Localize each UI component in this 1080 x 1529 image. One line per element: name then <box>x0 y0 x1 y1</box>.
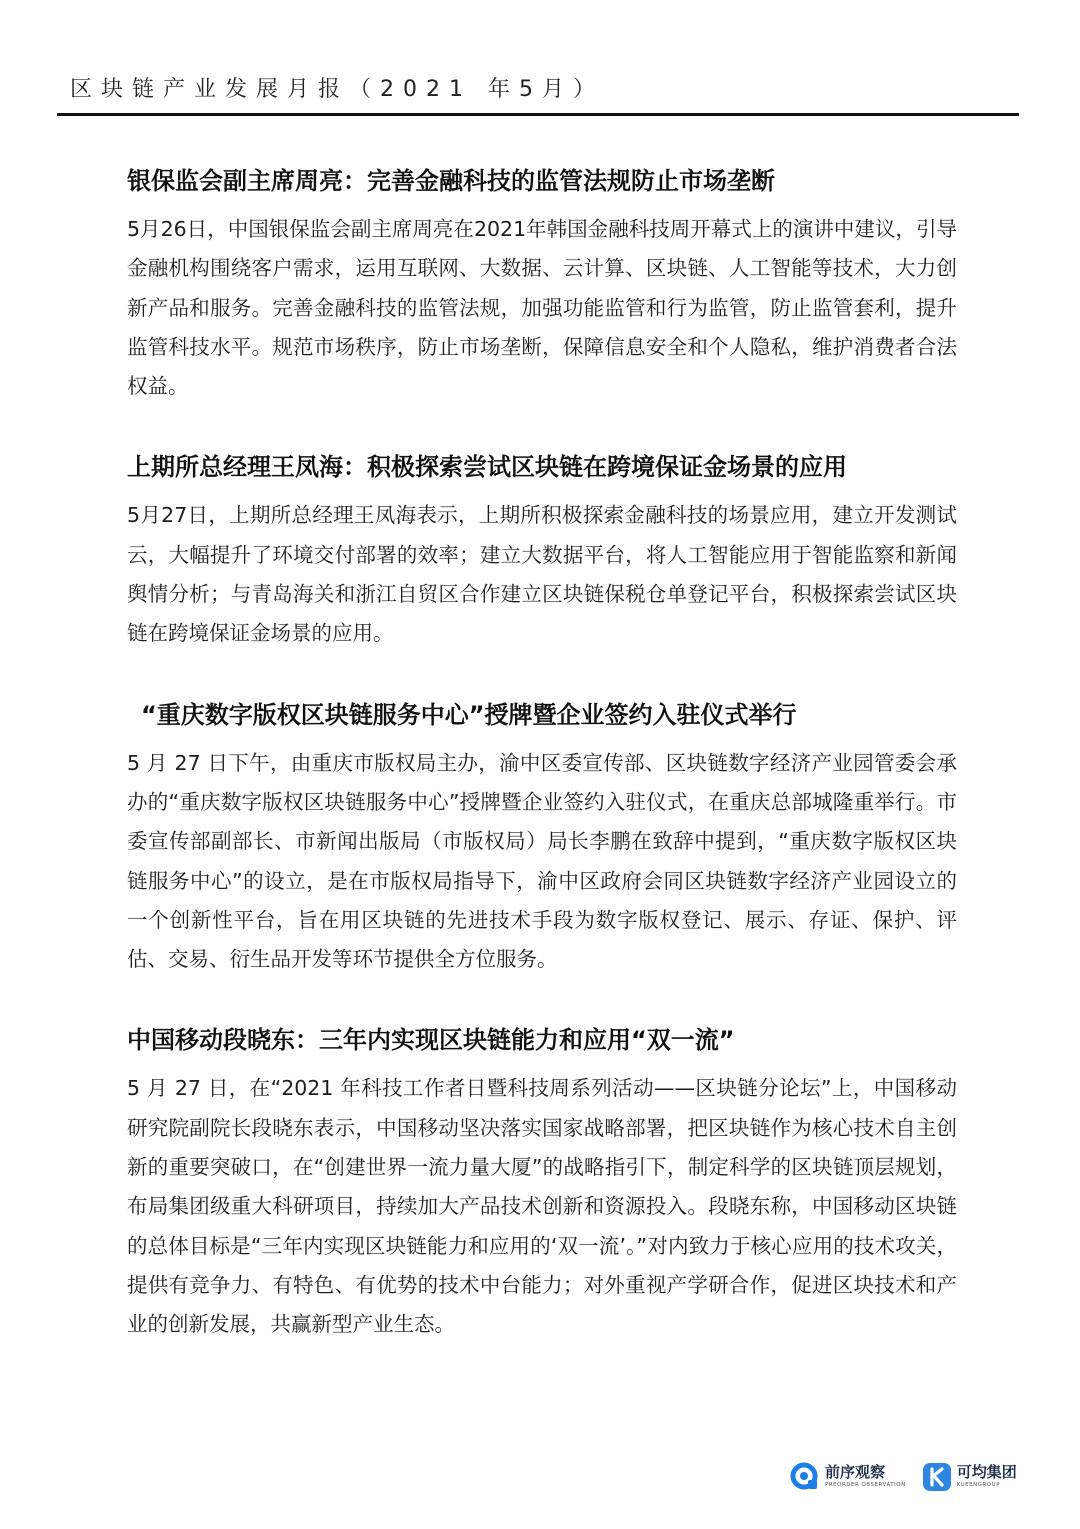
article-2 <box>127 446 957 653</box>
q-logo-icon <box>790 1462 820 1492</box>
article-title: “重庆数字版权区块链服务中心”授牌暨企业签约入驻仪式举行 <box>141 700 797 729</box>
article-body: 5月26日，中国银保监会副主席周亮在2021年韩国金融科技周开幕式上的演讲中建议，引导金融机构围绕客户需求，运用互联网、大数据、云计算、区块链、人工智能等技术，大力创新产品和服务。完善金融科技的监管法规，加强功能监管和行为监管，防止监管套利，提升监管科技水平。规范市场秩序，防止市场垄断，保障信息安全和个人隐私，维护消费者合法权益。 <box>127 217 957 399</box>
brand-subtitle: KUEENGROUP <box>956 1482 1001 1489</box>
article-title: 银保监会副主席周亮：完善金融科技的监管法规防止市场垄断 <box>127 167 775 195</box>
k-logo-icon <box>922 1462 952 1492</box>
article-body: 5月27日，上期所总经理王凤海表示，上期所积极探索金融科技的场景应用，建立开发测试云，大幅提升了环境交付部署的效率；建立大数据平台，将人工智能应用于智能监察和新闻舆情分析；与青岛海关和浙江自贸区合作建立区块链保税仓单登记平台，积极探索尝试区块链在跨境保证金场景的应用。 <box>127 503 957 646</box>
article-title: 中国移动段晓东：三年内实现区块链能力和应用“双一流” <box>127 1026 735 1055</box>
brand-name: 可均集团 <box>956 1463 1017 1482</box>
brand-preorder <box>790 1462 906 1492</box>
article-body: 5 月 27 日，在“2021 年科技工作者日暨科技周系列活动——区块链分论坛”上，中国移动研究院副院长段晓东表示，中国移动坚决落实国家战略部署，把区块链作为核心技术自主创新的重要突破口，在“创建世界一流力量大厦”的战略指引下，制定科学的区块链顶层规划，布局集团级重大科研项目，持续加大产品技术创新和资源投入。段晓东称，中国移动区块链的总体目标是“三年内实现区块链能力和应用的‘双一流’。”对内致力于核心应用的技术攻关，提供有竞争力、有特色、有优势的技术中台能力；对外重视产学研合作，促进区块技术和产业的创新发展，共赢新型产业生态。 <box>127 1076 957 1337</box>
article-list <box>127 160 957 1385</box>
brand-kueen <box>922 1462 1017 1492</box>
article-4 <box>127 1019 957 1344</box>
brand-name: 前序观察 <box>825 1463 886 1482</box>
report-header-title: 区块链产业发展月报（2021 年5月） <box>70 77 604 102</box>
article-body: 5 月 27 日下午，由重庆市版权局主办，渝中区委宣传部、区块链数字经济产业园管委会承办的“重庆数字版权区块链服务中心”授牌暨企业签约入驻仪式，在重庆总部城隆重举行。市委宣传部副部长、市新闻出版局（市版权局）局长李鹏在致辞中提到，“重庆数字版权区块链服务中心”的设立，是在市版权局指导下，渝中区政府会同区块链数字经济产业园设立的一个创新性平台，旨在用区块链的先进技术手段为数字版权登记、展示、存证、保护、评估、交易、衍生品开发等环节提供全方位服务。 <box>127 750 957 972</box>
footer-logos <box>790 1462 1017 1492</box>
header-divider <box>57 113 1019 116</box>
article-1 <box>127 160 957 406</box>
article-3 <box>127 694 957 980</box>
article-title: 上期所总经理王凤海：积极探索尝试区块链在跨境保证金场景的应用 <box>127 453 847 482</box>
brand-subtitle: PREORDER OBSERVATION <box>825 1482 906 1489</box>
